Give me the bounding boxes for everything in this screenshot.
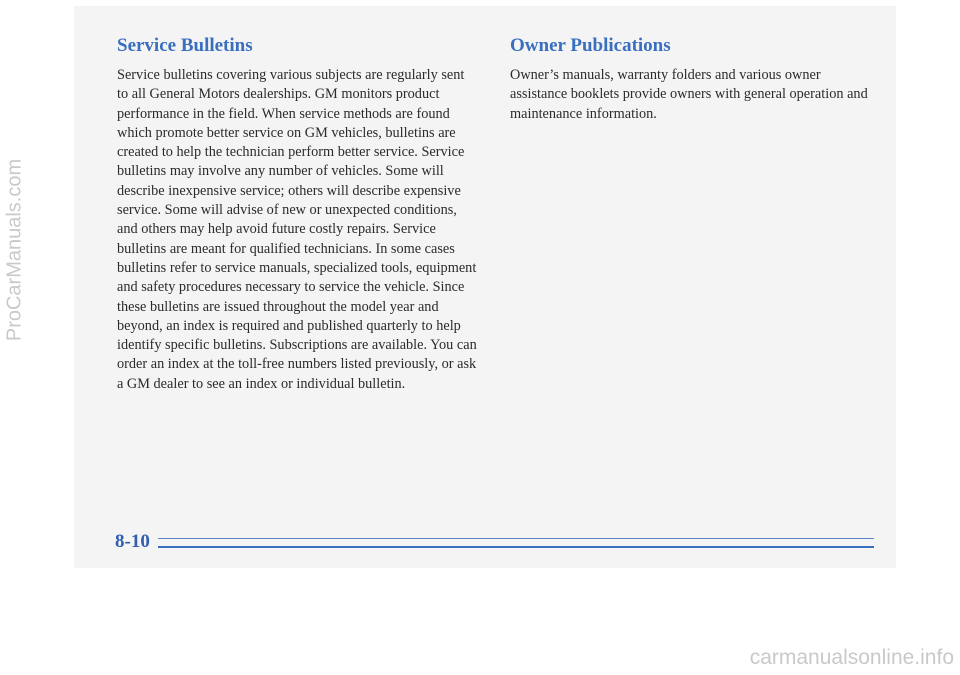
bottom-watermark: carmanualsonline.info (749, 646, 954, 669)
side-watermark (0, 0, 30, 675)
page-number: 8-10 (115, 531, 150, 552)
service-bulletins-heading: Service Bulletins (117, 35, 253, 56)
owner-publications-body: Owner’s manuals, warranty folders and various owner assistance booklets provide owners with general operation and maintenance information. (510, 67, 868, 122)
owner-publications-heading: Owner Publications (510, 35, 671, 56)
side-watermark-text: ProCarManuals.com (3, 158, 26, 342)
service-bulletins-body: Service bulletins covering various subjects are regularly sent to all General Motors dealerships. GM monitors product performance in the field. When service methods are found which promote better service on GM vehicles, bulletins are created to help the technician perform better service. Service bulletins may involve any number of vehicles. Some will describe inexpensive service; others will describe expensive service. Some will advise of new or unexpected conditions, and others may help avoid future costly repairs. Service bulletins are meant for qualified technicians. In some cases bulletins refer to service manuals, specialized tools, equipment and safety procedures necessary to service the vehicle. Since these bulletins are issued throughout the model year and beyond, an index is required and published quarterly to help identify specific bulletins. Subscriptions are available. You can order an index at the toll-free numbers listed previously, or ask a GM dealer to see an index or individual bulletin. (117, 67, 477, 392)
footer-rule-thin (158, 538, 874, 539)
footer-rule-thick (158, 546, 874, 548)
